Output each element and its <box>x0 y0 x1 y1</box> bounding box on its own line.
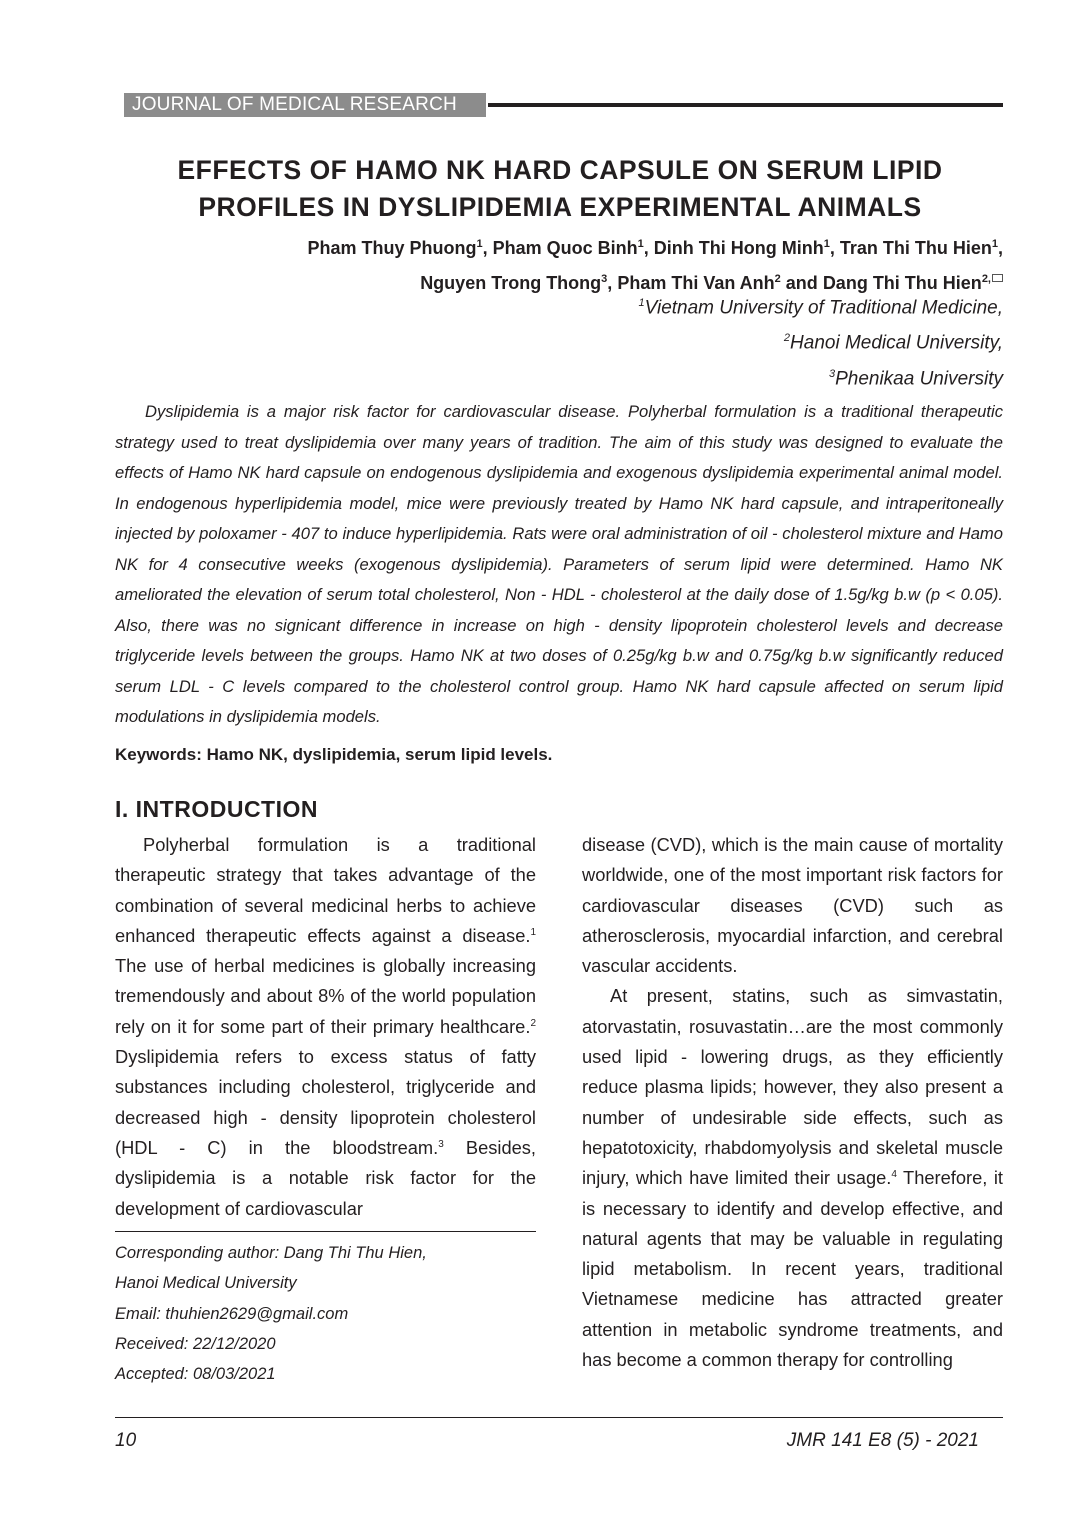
affiliation <box>303 359 1003 394</box>
author: Nguyen Trong Thong <box>420 273 602 293</box>
corresponding-institution: Hanoi Medical University <box>115 1274 297 1293</box>
affiliation-name: Vietnam University of Traditional Medicine, <box>644 297 1003 319</box>
paragraph-text: Besides, dyslipidemia is a notable risk factor for the development of cardiovascular <box>115 1136 537 1219</box>
article-title <box>90 152 1030 226</box>
affiliation-name: Phenikaa University <box>835 367 1003 389</box>
footnote-rule <box>115 1231 536 1232</box>
journal-header-label: JOURNAL OF MEDICAL RESEARCH <box>124 93 486 117</box>
affiliation-list <box>303 288 1003 394</box>
envelope-icon <box>992 274 1003 282</box>
footer-rule <box>115 1417 1003 1418</box>
corresponding-author: Corresponding author: Dang Thi Thu Hien, <box>115 1244 427 1262</box>
keywords: Keywords: Hamo NK, dyslipidemia, serum lipid levels. <box>115 745 553 764</box>
author-affiliation: 2 <box>774 273 781 285</box>
author: Pham Thi Van Anh <box>617 273 775 293</box>
affiliation-number: 2 <box>783 332 791 345</box>
author: Tran Thi Thu Hien <box>839 238 992 258</box>
author-separator: , <box>997 238 1003 258</box>
title-line-1: EFFECTS OF HAMO NK HARD CAPSULE ON SERUM LIPID <box>177 155 943 185</box>
author-separator: , <box>829 238 840 258</box>
author: Pham Quoc Binh <box>492 238 638 258</box>
paragraph: disease (CVD), which is the main cause of mortality worldwide, one of the most important risk factors for cardiovascular diseases (CVD) such as atherosclerosis, myocardial infarction, and cerebral vascular accidents. <box>582 834 1003 977</box>
author-affiliation: 2, <box>981 273 991 285</box>
affiliation <box>303 288 1003 323</box>
affiliation-name: Hanoi Medical University, <box>790 332 1003 354</box>
author-separator: , <box>643 238 654 258</box>
author-separator: and <box>780 273 823 293</box>
author-affiliation: 1 <box>476 238 483 250</box>
author: Dinh Thi Hong Minh <box>653 238 824 258</box>
paragraph-text: The use of herbal medicines is globally increasing tremendously and about 8% of the world population rely on it for some part of their primary healthcare. <box>115 955 536 1037</box>
paragraph <box>115 830 536 1224</box>
corresponding-email: Email: thuhien2629@gmail.com <box>115 1304 349 1323</box>
accepted-date: Accepted: 08/03/2021 <box>115 1365 276 1384</box>
header-rule <box>488 103 1003 107</box>
paragraph-text: Therefore, it is necessary to identify and develop effective, and natural agents that may be valuable in regulating lipid metabolism. In recent years, traditional Vietnamese medicine has attracted greater attention in metabolic syndrome treatments, and has become a common therapy for controlling <box>582 1167 1003 1371</box>
author-separator: , <box>482 238 493 258</box>
author: Pham Thuy Phuong <box>307 238 477 258</box>
author-affiliation: 3 <box>601 273 608 285</box>
paragraph-text: Dyslipidemia refers to excess status of fatty substances including cholesterol, triglyceride and decreased high - density lipoprotein cholesterol (HDL - C) in the bloodstream. <box>115 1046 536 1158</box>
left-column <box>115 830 536 1224</box>
paragraph-text: Polyherbal formulation is a traditional therapeutic strategy that takes advantage of the combination of several medicinal herbs to achieve enhanced therapeutic effects against a disease. <box>115 834 536 946</box>
citation-ref: 4 <box>891 1169 897 1181</box>
right-column <box>582 830 1003 1375</box>
section-heading: I. INTRODUCTION <box>115 796 318 822</box>
author-affiliation: 1 <box>991 238 998 250</box>
citation-ref: 1 <box>530 926 536 938</box>
author: Dang Thi Thu Hien <box>822 273 982 293</box>
affiliation-number: 3 <box>828 367 836 380</box>
title-line-2: PROFILES IN DYSLIPIDEMIA EXPERIMENTAL ANIMALS <box>198 192 922 222</box>
author-affiliation: 1 <box>823 238 830 250</box>
affiliation-number: 1 <box>638 297 645 309</box>
abstract: Dyslipidemia is a major risk factor for cardiovascular disease. Polyherbal formulation is a traditional therapeutic strategy used to treat dyslipidemia over many years of tradition. The aim of this study was designed to evaluate the effects of Hamo NK hard capsule on endogenous dyslipidemia and exogenous dyslipidemia experimental animal model. In endogenous hyperlipidemia model, mice were previously treated by Hamo NK hard capsule, and intraperitoneally injected by poloxamer - 407 to induce hyperlipidemia. Rats were oral administration of oil - cholesterol mixture and Hamo NK for 4 consecutive weeks (exogenous dyslipidemia). Parameters of serum lipid were determined. Hamo NK ameliorated the elevation of serum total cholesterol, Non - HDL - cholesterol at the daily dose of 1.5g/kg b.w (p < 0.05). Also, there was no signicant difference in increase on high - density lipoprotein cholesterol levels and decrease triglyceride levels between the groups. Hamo NK at two doses of 0.25g/kg b.w and 0.75g/kg b.w significantly reduced serum LDL - C levels compared to the cholesterol control group. Hamo NK hard capsule affected on serum lipid modulations in dyslipidemia models. <box>115 402 1003 726</box>
journal-reference: JMR 141 E8 (5) - 2021 <box>786 1430 979 1451</box>
author-affiliation: 1 <box>637 238 644 250</box>
paragraph-text: At present, statins, such as simvastatin, atorvastatin, rosuvastatin…are the most commonly used lipid - lowering drugs, as they efficiently reduce plasma lipids; however, they also present a number of undesirable side effects, such as hepatotoxicity, rhabdomyolysis and skeletal muscle injury, which have limited their usage. <box>582 985 1003 1189</box>
paragraph <box>582 981 1003 1375</box>
received-date: Received: 22/12/2020 <box>115 1334 276 1353</box>
author-separator: , <box>607 273 618 293</box>
correspondence-footnote <box>115 1238 427 1389</box>
page-number: 10 <box>115 1430 137 1451</box>
citation-ref: 3 <box>438 1138 444 1150</box>
affiliation <box>303 323 1003 358</box>
citation-ref: 2 <box>530 1017 536 1029</box>
